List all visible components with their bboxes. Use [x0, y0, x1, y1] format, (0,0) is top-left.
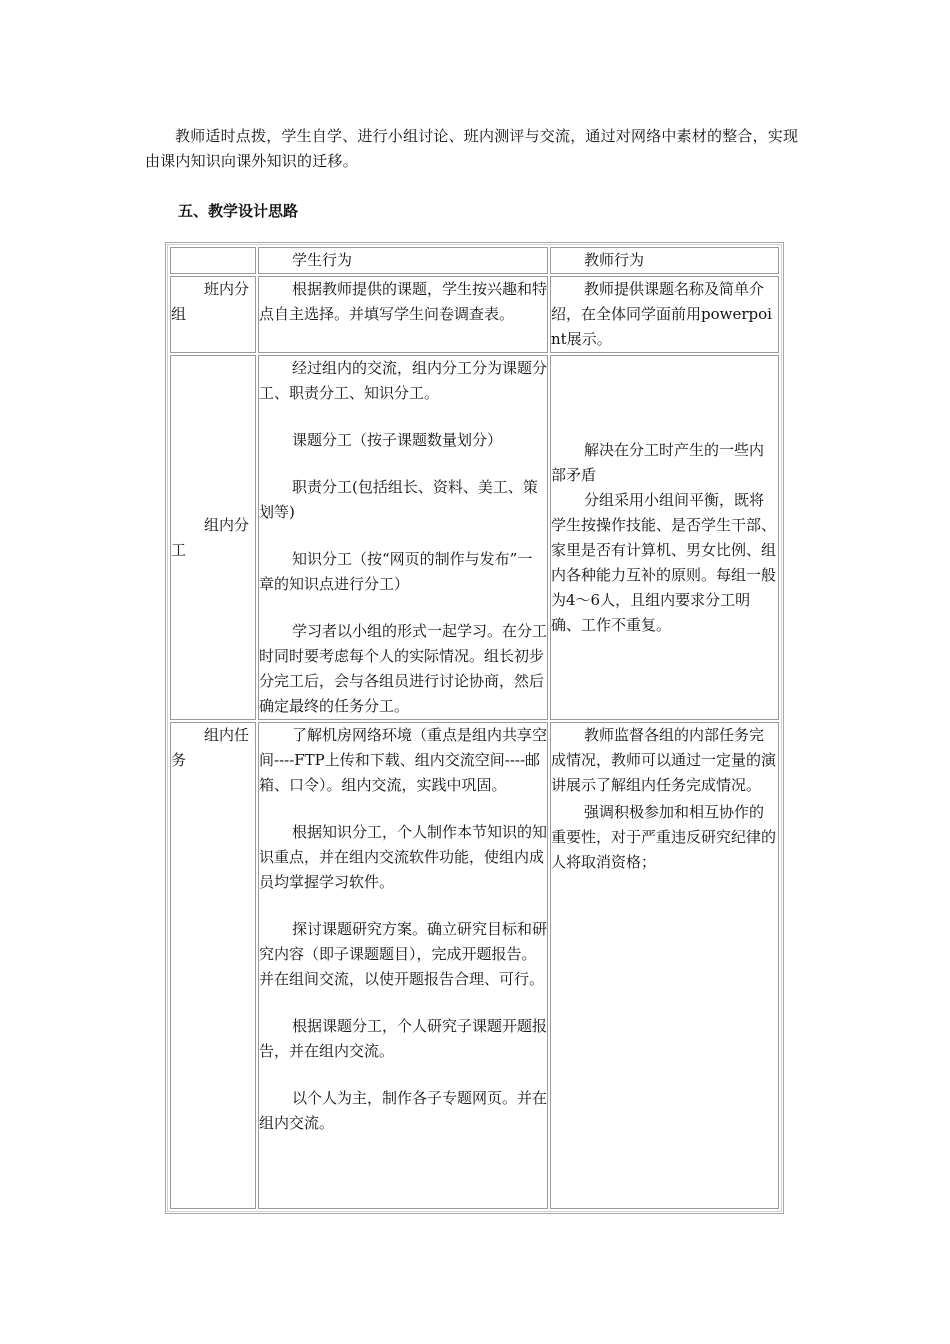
student-cell: 了解机房网络环境（重点是组内共享空间----FTP上传和下载、组内交流空间----邮箱、口令）。组内交流，实践中巩固。 根据知识分工，个人制作本节知识的知识重点，并在组内交流软件功能，使组内成员均掌握学习软件。 探讨课题研究方案。确立研究目标和研究内容（即子课题题目），完成开题报告。并在组间交流，以使开题报告合理、可行。 根据课题分工，个人研究子课题开题报告，并在组内交流。 以个人为主，制作各子专题网页。并在组内交流。	[258, 722, 548, 1209]
table-row	[170, 355, 779, 720]
teacher-cell: 解决在分工时产生的一些内部矛盾 分组采用小组间平衡，既将学生按操作技能、是否学生干部、家里是否有计算机、男女比例、组内各种能力互补的原则。每组一般为4～6人，且组内要求分工明确、工作不重复。	[550, 355, 779, 720]
student-cell: 根据教师提供的课题，学生按兴趣和特点自主选择。并填写学生问卷调查表。	[258, 276, 548, 353]
design-table	[165, 242, 784, 1214]
table-row	[170, 722, 779, 1209]
header-cell-teacher: 教师行为	[550, 247, 779, 274]
header-cell-blank	[170, 247, 256, 274]
section-heading: 五、教学设计思路	[178, 202, 299, 220]
table-header-row	[170, 247, 779, 274]
teacher-cell: 教师提供课题名称及简单介绍，在全体同学面前用powerpoint展示。	[550, 276, 779, 353]
stage-cell: 组内分工	[170, 355, 256, 720]
table-row	[170, 276, 779, 353]
teacher-cell: 教师监督各组的内部任务完成情况，教师可以通过一定量的演讲展示了解组内任务完成情况。 强调积极参加和相互协作的重要性，对于严重违反研究纪律的人将取消资格；	[550, 722, 779, 1209]
intro-paragraph: 教师适时点拨，学生自学、进行小组讨论、班内测评与交流，通过对网络中素材的整合，实现由课内知识向课外知识的迁移。	[145, 127, 799, 170]
stage-cell: 组内任务	[170, 722, 256, 1209]
stage-cell: 班内分组	[170, 276, 256, 353]
header-cell-student: 学生行为	[258, 247, 548, 274]
student-cell: 经过组内的交流，组内分工分为课题分工、职责分工、知识分工。 课题分工（按子课题数量划分） 职责分工(包括组长、资料、美工、策划等) 知识分工（按“网页的制作与发布”一章的知识点进行分工） 学习者以小组的形式一起学习。在分工时同时要考虑每个人的实际情况。组长初步分完工后，会与各组员进行讨论协商，然后确定最终的任务分工。	[258, 355, 548, 720]
